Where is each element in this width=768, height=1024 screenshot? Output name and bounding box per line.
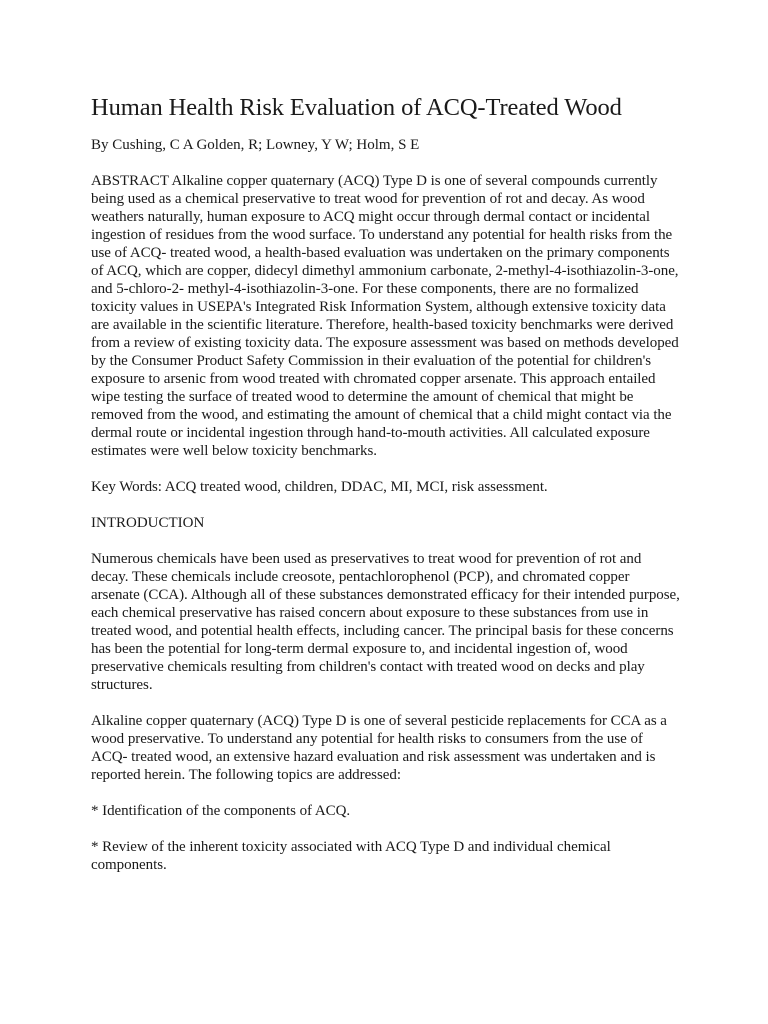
introduction-paragraph-1: Numerous chemicals have been used as preservatives to treat wood for prevention of rot and decay. These chemicals include creosote, pentachlorophenol (PCP), and chromated copper arsenate (CCA). Although all of these substances demonstrated efficacy for their intended purpose, each chemical preservative has raised concern about exposure to these substances from use in treated wood, and potential health effects, including cancer. The principal basis for these concerns has been the potential for long-term dermal exposure to, and incidental ingestion of, wood preservative chemicals resulting from children's contact with treated wood on decks and play structures.	[91, 551, 680, 693]
document-page	[91, 94, 681, 874]
abstract-paragraph: ABSTRACT Alkaline copper quaternary (ACQ) Type D is one of several compounds currently being used as a chemical preservative to treat wood for prevention of rot and decay. As wood weathers naturally, human exposure to ACQ might occur through dermal contact or incidental ingestion of residues from the wood surface. To understand any potential for health risks from the use of ACQ- treated wood, a health-based evaluation was undertaken on the primary components of ACQ, which are copper, didecyl dimethyl ammonium carbonate, 2-methyl-4-isothiazolin-3-one, and 5-chloro-2- methyl-4-isothiazolin-3-one. For these components, there are no formalized toxicity values in USEPA's Integrated Risk Information System, although extensive toxicity data are available in the scientific literature. Therefore, health-based toxicity benchmarks were derived from a review of existing toxicity data. The exposure assessment was based on methods developed by the Consumer Product Safety Commission in their evaluation of the potential for children's exposure to arsenic from wood treated with chromated copper arsenate. This approach entailed wipe testing the surface of treated wood to determine the amount of chemical that might be removed from the wood, and estimating the amount of chemical that a child might contact via the dermal route or incidental ingestion through hand-to-mouth activities. All calculated exposure estimates were well below toxicity benchmarks.	[91, 173, 679, 459]
topic-list-item: * Review of the inherent toxicity associated with ACQ Type D and individual chemical components.	[91, 839, 611, 873]
topic-list-item: * Identification of the components of ACQ.	[91, 803, 351, 819]
introduction-heading: INTRODUCTION	[91, 515, 205, 531]
keywords-paragraph: Key Words: ACQ treated wood, children, DDAC, MI, MCI, risk assessment.	[91, 479, 548, 495]
document-title: Human Health Risk Evaluation of ACQ-Treated Wood	[91, 94, 622, 121]
introduction-paragraph-2: Alkaline copper quaternary (ACQ) Type D is one of several pesticide replacements for CCA as a wood preservative. To understand any potential for health risks to consumers from the use of ACQ- treated wood, an extensive hazard evaluation and risk assessment was undertaken and is reported herein. The following topics are addressed:	[91, 713, 667, 783]
author-line: By Cushing, C A Golden, R; Lowney, Y W; Holm, S E	[91, 137, 420, 153]
